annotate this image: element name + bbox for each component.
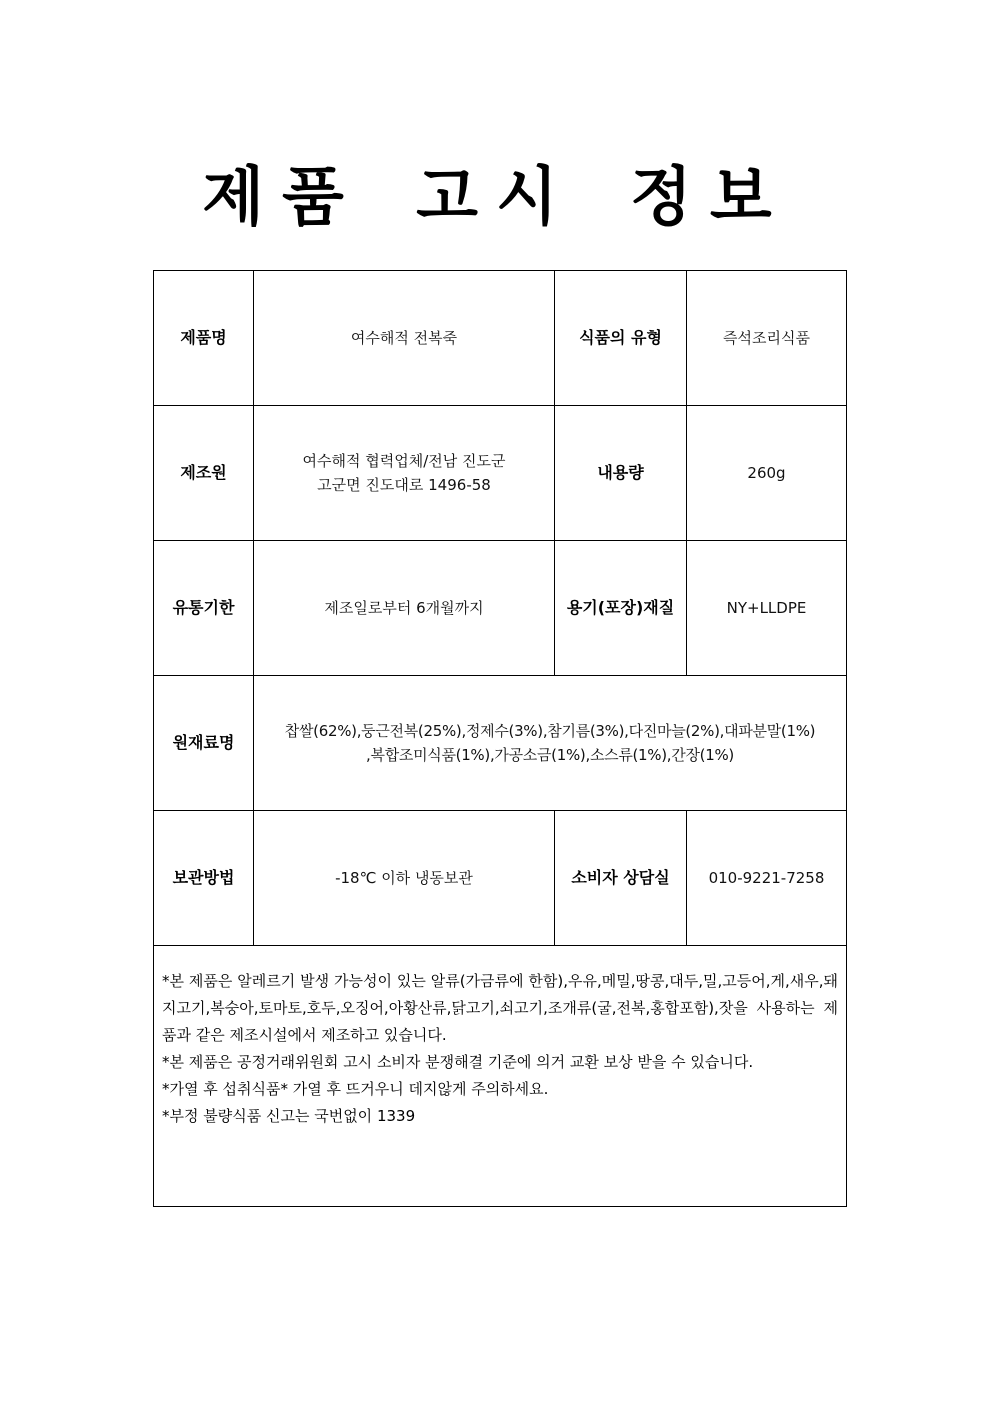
manufacturer-value: [254, 406, 555, 541]
net-content-value: 260g: [687, 406, 847, 541]
manufacturer-line-2: 고군면 진도대로 1496-58: [317, 476, 491, 494]
table-row: [154, 271, 847, 406]
page-title: 제품 고시 정보: [202, 161, 790, 235]
product-name-value: 여수해적 전복죽: [254, 271, 555, 406]
consumer-center-value: 010-9221-7258: [687, 811, 847, 946]
table-row: [154, 541, 847, 676]
table-row: [154, 406, 847, 541]
manufacturer-line-1: 여수해적 협력업체/전남 진도군: [302, 452, 506, 470]
ingredients-value: [254, 676, 847, 811]
ingredients-label: 원재료명: [154, 676, 254, 811]
net-content-label: 내용량: [555, 406, 687, 541]
expiry-label: 유통기한: [154, 541, 254, 676]
manufacturer-label: 제조원: [154, 406, 254, 541]
expiry-value: 제조일로부터 6개월까지: [254, 541, 555, 676]
consumer-center-label: 소비자 상담실: [555, 811, 687, 946]
heating-note: *가열 후 섭취식품* 가열 후 뜨거우니 데지않게 주의하세요.: [162, 1080, 549, 1098]
packaging-value: NY+LLDPE: [687, 541, 847, 676]
table-row: [154, 676, 847, 811]
notes-cell: [154, 946, 847, 1207]
product-name-label: 제품명: [154, 271, 254, 406]
product-info-table: [153, 270, 847, 1207]
table-row: [154, 811, 847, 946]
food-type-label: 식품의 유형: [555, 271, 687, 406]
ingredients-line-1: 찹쌀(62%),둥근전복(25%),정제수(3%),참기름(3%),다진마늘(2%),대파분말(1%): [284, 722, 816, 740]
storage-label: 보관방법: [154, 811, 254, 946]
food-type-value: 즉석조리식품: [687, 271, 847, 406]
table-row: [154, 946, 847, 1207]
packaging-label: 용기(포장)재질: [555, 541, 687, 676]
compensation-note: *본 제품은 공정거래위원회 고시 소비자 분쟁해결 기준에 의거 교환 보상 받을 수 있습니다.: [162, 1053, 754, 1071]
storage-value: -18℃ 이하 냉동보관: [254, 811, 555, 946]
ingredients-line-2: ,복합조미식품(1%),가공소금(1%),소스류(1%),간장(1%): [366, 746, 734, 764]
report-note: *부정 불량식품 신고는 국번없이 1339: [162, 1107, 416, 1125]
allergy-note: *본 제품은 알레르기 발생 가능성이 있는 알류(가금류에 한함),우유,메밀,땅콩,대두,밀,고등어,게,새우,돼지고기,복숭아,토마토,호두,오징어,아황산류,닭고기,쇠고기,조개류(굴,전복,홍합포함),잣을 사용하는 제품과 같은 제조시설에서 제조하고 있습니다.: [162, 972, 838, 1044]
